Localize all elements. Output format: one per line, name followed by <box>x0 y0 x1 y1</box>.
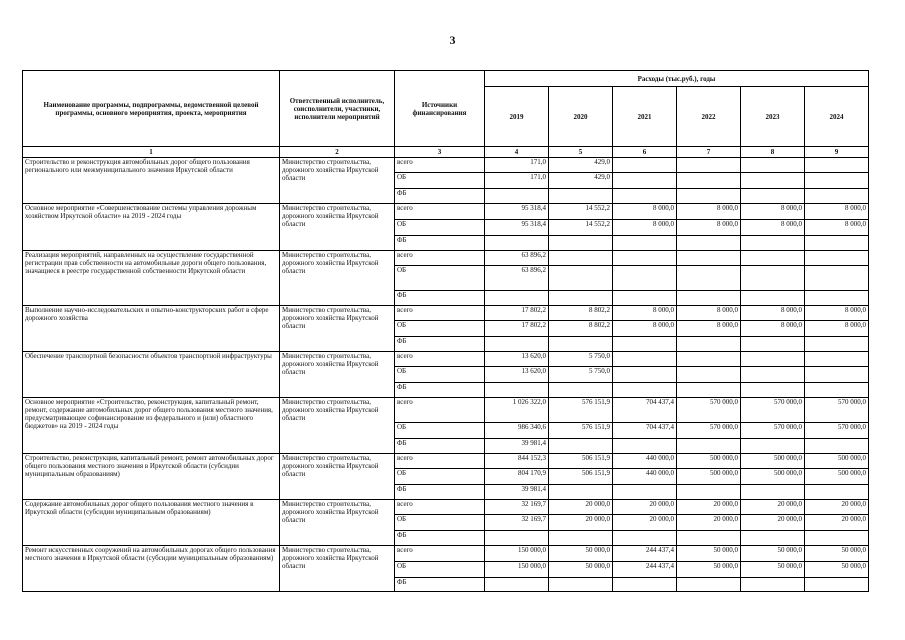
amount-cell: 20 000,0 <box>549 500 613 515</box>
amount-cell: 17 802,2 <box>485 321 549 337</box>
funding-source: ФБ <box>395 439 485 454</box>
amount-cell: 95 318,4 <box>485 220 549 236</box>
amount-cell: 570 000,0 <box>677 423 741 439</box>
table-row <box>23 204 869 220</box>
amount-cell <box>677 189 741 204</box>
amount-cell: 20 000,0 <box>741 500 805 515</box>
amount-cell: 500 000,0 <box>741 469 805 485</box>
amount-cell <box>549 531 613 546</box>
amount-cell <box>613 531 677 546</box>
header-year: 2019 <box>485 87 549 147</box>
amount-cell: 63 896,2 <box>485 266 549 291</box>
header-year: 2022 <box>677 87 741 147</box>
amount-cell <box>805 352 869 367</box>
amount-cell <box>677 291 741 306</box>
amount-cell: 5 750,0 <box>549 367 613 383</box>
amount-cell <box>741 158 805 173</box>
amount-cell <box>805 173 869 189</box>
amount-cell: 8 000,0 <box>805 321 869 337</box>
funding-source: ФБ <box>395 383 485 398</box>
funding-source: ФБ <box>395 236 485 251</box>
funding-source: всего <box>395 251 485 266</box>
amount-cell <box>677 531 741 546</box>
amount-cell <box>677 439 741 454</box>
amount-cell <box>677 266 741 291</box>
amount-cell: 20 000,0 <box>613 515 677 531</box>
amount-cell: 150 000,0 <box>485 562 549 578</box>
header-year: 2020 <box>549 87 613 147</box>
amount-cell: 704 437,4 <box>613 398 677 423</box>
amount-cell <box>613 251 677 266</box>
amount-cell: 171,0 <box>485 173 549 189</box>
amount-cell: 50 000,0 <box>677 562 741 578</box>
table-row <box>23 454 869 469</box>
table-row <box>23 306 869 321</box>
amount-cell: 429,0 <box>549 173 613 189</box>
amount-cell: 576 151,9 <box>549 423 613 439</box>
funding-source: ОБ <box>395 562 485 578</box>
amount-cell: 8 802,2 <box>549 321 613 337</box>
program-name: Строительство и реконструкция автомобильных дорог общего пользования регионального или межмуниципального значения Иркутской области <box>23 158 280 204</box>
amount-cell <box>741 266 805 291</box>
amount-cell: 500 000,0 <box>677 469 741 485</box>
amount-cell <box>741 531 805 546</box>
table-body <box>23 158 869 592</box>
program-name: Содержание автомобильных дорог общего пользования местного значения в Иркутской области (субсидии муниципальным образованиям) <box>23 500 280 546</box>
executor: Министерство строительства, дорожного хозяйства Иркутской области <box>280 352 395 398</box>
amount-cell <box>741 578 805 592</box>
column-number: 2 <box>280 147 395 158</box>
column-number: 7 <box>677 147 741 158</box>
amount-cell: 20 000,0 <box>677 515 741 531</box>
funding-source: ОБ <box>395 220 485 236</box>
amount-cell <box>741 383 805 398</box>
amount-cell: 704 437,4 <box>613 423 677 439</box>
amount-cell <box>549 291 613 306</box>
amount-cell <box>485 337 549 352</box>
amount-cell: 20 000,0 <box>741 515 805 531</box>
amount-cell: 500 000,0 <box>677 454 741 469</box>
table-row <box>23 500 869 515</box>
program-name: Реализация мероприятий, направленных на осуществление государственной регистрации прав собственности на автомобильные дороги общего пользования, значащиеся в реестре государственной собственности Иркутской области <box>23 251 280 306</box>
amount-cell <box>677 158 741 173</box>
amount-cell: 440 000,0 <box>613 469 677 485</box>
amount-cell <box>805 251 869 266</box>
amount-cell: 570 000,0 <box>741 398 805 423</box>
amount-cell <box>613 189 677 204</box>
program-name: Строительство, реконструкция, капитальный ремонт, ремонт автомобильных дорог общего пользования местного значения в Иркутской области (субсидии муниципальным образованиям) <box>23 454 280 500</box>
program-name: Основное мероприятие «Совершенствование системы управления дорожным хозяйством Иркутской области» на 2019 - 2024 годы <box>23 204 280 251</box>
amount-cell: 14 552,2 <box>549 204 613 220</box>
amount-cell: 440 000,0 <box>613 454 677 469</box>
amount-cell <box>485 383 549 398</box>
amount-cell <box>485 578 549 592</box>
funding-source: ФБ <box>395 291 485 306</box>
amount-cell <box>741 439 805 454</box>
amount-cell: 844 152,3 <box>485 454 549 469</box>
funding-source: ФБ <box>395 531 485 546</box>
table-row <box>23 158 869 173</box>
amount-cell: 8 000,0 <box>741 204 805 220</box>
amount-cell <box>549 439 613 454</box>
table-row <box>23 546 869 562</box>
funding-source: всего <box>395 352 485 367</box>
funding-source: всего <box>395 204 485 220</box>
funding-source: всего <box>395 306 485 321</box>
amount-cell <box>677 173 741 189</box>
amount-cell: 8 000,0 <box>805 306 869 321</box>
amount-cell <box>613 439 677 454</box>
amount-cell <box>677 352 741 367</box>
amount-cell: 8 000,0 <box>805 220 869 236</box>
amount-cell: 8 000,0 <box>741 220 805 236</box>
funding-source: всего <box>395 398 485 423</box>
header-year: 2023 <box>741 87 805 147</box>
amount-cell: 8 000,0 <box>677 220 741 236</box>
amount-cell <box>805 337 869 352</box>
amount-cell <box>613 236 677 251</box>
amount-cell <box>805 189 869 204</box>
amount-cell: 506 151,9 <box>549 454 613 469</box>
amount-cell: 50 000,0 <box>805 546 869 562</box>
amount-cell <box>613 266 677 291</box>
amount-cell <box>677 578 741 592</box>
amount-cell <box>805 367 869 383</box>
amount-cell <box>613 337 677 352</box>
executor: Министерство строительства, дорожного хозяйства Иркутской области <box>280 398 395 454</box>
amount-cell <box>741 352 805 367</box>
amount-cell: 32 169,7 <box>485 500 549 515</box>
amount-cell: 14 552,2 <box>549 220 613 236</box>
amount-cell: 8 000,0 <box>613 321 677 337</box>
program-name: Выполнение научно-исследовательских и опытно-конструкторских работ в сфере дорожного хозяйства <box>23 306 280 352</box>
amount-cell <box>613 352 677 367</box>
amount-cell: 500 000,0 <box>741 454 805 469</box>
amount-cell: 570 000,0 <box>805 398 869 423</box>
budget-table <box>22 70 869 592</box>
amount-cell <box>485 291 549 306</box>
funding-source: ОБ <box>395 367 485 383</box>
funding-source: всего <box>395 500 485 515</box>
amount-cell: 506 151,9 <box>549 469 613 485</box>
amount-cell: 8 000,0 <box>805 204 869 220</box>
amount-cell <box>741 337 805 352</box>
header-year: 2021 <box>613 87 677 147</box>
executor: Министерство строительства, дорожного хозяйства Иркутской области <box>280 158 395 204</box>
amount-cell: 95 318,4 <box>485 204 549 220</box>
amount-cell <box>549 189 613 204</box>
funding-source: ФБ <box>395 189 485 204</box>
amount-cell <box>741 485 805 500</box>
amount-cell <box>677 251 741 266</box>
amount-cell <box>485 531 549 546</box>
amount-cell <box>805 485 869 500</box>
amount-cell: 20 000,0 <box>677 500 741 515</box>
amount-cell <box>805 266 869 291</box>
amount-cell: 50 000,0 <box>805 562 869 578</box>
amount-cell: 8 000,0 <box>677 204 741 220</box>
amount-cell <box>613 578 677 592</box>
amount-cell: 804 170,9 <box>485 469 549 485</box>
amount-cell: 20 000,0 <box>805 500 869 515</box>
amount-cell <box>741 236 805 251</box>
amount-cell <box>549 485 613 500</box>
table-row <box>23 398 869 423</box>
amount-cell: 50 000,0 <box>549 562 613 578</box>
amount-cell <box>613 383 677 398</box>
amount-cell: 244 437,4 <box>613 546 677 562</box>
amount-cell: 150 000,0 <box>485 546 549 562</box>
executor: Министерство строительства, дорожного хозяйства Иркутской области <box>280 306 395 352</box>
amount-cell <box>741 189 805 204</box>
amount-cell: 171,0 <box>485 158 549 173</box>
amount-cell <box>741 291 805 306</box>
funding-source: всего <box>395 454 485 469</box>
header-source: Источники финансирования <box>395 71 485 147</box>
column-number: 5 <box>549 147 613 158</box>
amount-cell <box>613 291 677 306</box>
table-row <box>23 352 869 367</box>
amount-cell <box>805 158 869 173</box>
header-name: Наименование программы, подпрограммы, ведомственной целевой программы, основного мероприятия, проекта, мероприятия <box>23 71 280 147</box>
amount-cell <box>677 485 741 500</box>
amount-cell <box>677 236 741 251</box>
table-header <box>23 71 869 158</box>
amount-cell <box>741 367 805 383</box>
amount-cell: 50 000,0 <box>549 546 613 562</box>
funding-source: ОБ <box>395 469 485 485</box>
amount-cell: 50 000,0 <box>741 546 805 562</box>
amount-cell: 429,0 <box>549 158 613 173</box>
amount-cell: 8 000,0 <box>677 321 741 337</box>
amount-cell: 39 981,4 <box>485 439 549 454</box>
amount-cell: 244 437,4 <box>613 562 677 578</box>
amount-cell: 8 000,0 <box>613 204 677 220</box>
amount-cell <box>549 266 613 291</box>
amount-cell <box>741 251 805 266</box>
amount-cell <box>805 439 869 454</box>
amount-cell <box>549 383 613 398</box>
executor: Министерство строительства, дорожного хозяйства Иркутской области <box>280 454 395 500</box>
amount-cell <box>741 173 805 189</box>
amount-cell <box>677 383 741 398</box>
page-number: 3 <box>449 33 456 47</box>
table-row <box>23 251 869 266</box>
amount-cell: 5 750,0 <box>549 352 613 367</box>
amount-cell: 17 802,2 <box>485 306 549 321</box>
column-number: 3 <box>395 147 485 158</box>
amount-cell: 986 340,6 <box>485 423 549 439</box>
executor: Министерство строительства, дорожного хозяйства Иркутской области <box>280 500 395 546</box>
funding-source: ФБ <box>395 337 485 352</box>
amount-cell: 570 000,0 <box>677 398 741 423</box>
amount-cell: 8 000,0 <box>613 306 677 321</box>
funding-source: ОБ <box>395 423 485 439</box>
amount-cell <box>485 236 549 251</box>
amount-cell <box>549 578 613 592</box>
amount-cell: 1 026 322,0 <box>485 398 549 423</box>
amount-cell <box>805 291 869 306</box>
amount-cell <box>805 531 869 546</box>
amount-cell: 570 000,0 <box>805 423 869 439</box>
amount-cell <box>805 578 869 592</box>
funding-source: всего <box>395 546 485 562</box>
amount-cell: 13 620,0 <box>485 367 549 383</box>
amount-cell: 20 000,0 <box>805 515 869 531</box>
amount-cell: 8 000,0 <box>613 220 677 236</box>
funding-source: ОБ <box>395 321 485 337</box>
column-number-row <box>23 147 869 158</box>
column-number: 8 <box>741 147 805 158</box>
column-number: 4 <box>485 147 549 158</box>
column-number: 9 <box>805 147 869 158</box>
amount-cell <box>805 236 869 251</box>
amount-cell: 8 000,0 <box>741 321 805 337</box>
amount-cell: 576 151,9 <box>549 398 613 423</box>
amount-cell: 8 000,0 <box>677 306 741 321</box>
header-executor: Ответственный исполнитель, соисполнители, участники, исполнители мероприятий <box>280 71 395 147</box>
amount-cell <box>549 251 613 266</box>
amount-cell: 50 000,0 <box>677 546 741 562</box>
column-number: 1 <box>23 147 280 158</box>
amount-cell <box>677 367 741 383</box>
amount-cell <box>613 485 677 500</box>
funding-source: ФБ <box>395 485 485 500</box>
amount-cell: 39 981,4 <box>485 485 549 500</box>
funding-source: ОБ <box>395 515 485 531</box>
funding-source: ФБ <box>395 578 485 592</box>
funding-source: ОБ <box>395 173 485 189</box>
amount-cell: 570 000,0 <box>741 423 805 439</box>
amount-cell <box>805 383 869 398</box>
amount-cell <box>549 337 613 352</box>
program-name: Обеспечение транспортной безопасности объектов транспортной инфраструктуры <box>23 352 280 398</box>
amount-cell <box>613 173 677 189</box>
amount-cell: 50 000,0 <box>741 562 805 578</box>
executor: Министерство строительства, дорожного хозяйства Иркутской области <box>280 546 395 592</box>
header-expenses: Расходы (тыс.руб.), годы <box>485 71 869 87</box>
amount-cell: 500 000,0 <box>805 454 869 469</box>
amount-cell: 500 000,0 <box>805 469 869 485</box>
amount-cell: 20 000,0 <box>549 515 613 531</box>
funding-source: ОБ <box>395 266 485 291</box>
amount-cell: 63 896,2 <box>485 251 549 266</box>
amount-cell <box>549 236 613 251</box>
executor: Министерство строительства, дорожного хозяйства Иркутской области <box>280 251 395 306</box>
amount-cell <box>613 367 677 383</box>
header-year: 2024 <box>805 87 869 147</box>
amount-cell <box>677 337 741 352</box>
amount-cell: 32 169,7 <box>485 515 549 531</box>
funding-source: всего <box>395 158 485 173</box>
program-name: Основное мероприятие «Строительство, реконструкция, капитальный ремонт, ремонт, содержание автомобильных дорог общего пользования местного значения, предусматривающее софинансирование из федерального и (или) областного бюджетов» на 2019 - 2024 годы <box>23 398 280 454</box>
amount-cell <box>613 158 677 173</box>
program-name: Ремонт искусственных сооружений на автомобильных дорогах общего пользования местного значения в Иркутской области (субсидии муниципальным образованиям) <box>23 546 280 592</box>
amount-cell: 8 000,0 <box>741 306 805 321</box>
amount-cell: 8 802,2 <box>549 306 613 321</box>
executor: Министерство строительства, дорожного хозяйства Иркутской области <box>280 204 395 251</box>
amount-cell <box>485 189 549 204</box>
amount-cell: 20 000,0 <box>613 500 677 515</box>
amount-cell: 13 620,0 <box>485 352 549 367</box>
column-number: 6 <box>613 147 677 158</box>
